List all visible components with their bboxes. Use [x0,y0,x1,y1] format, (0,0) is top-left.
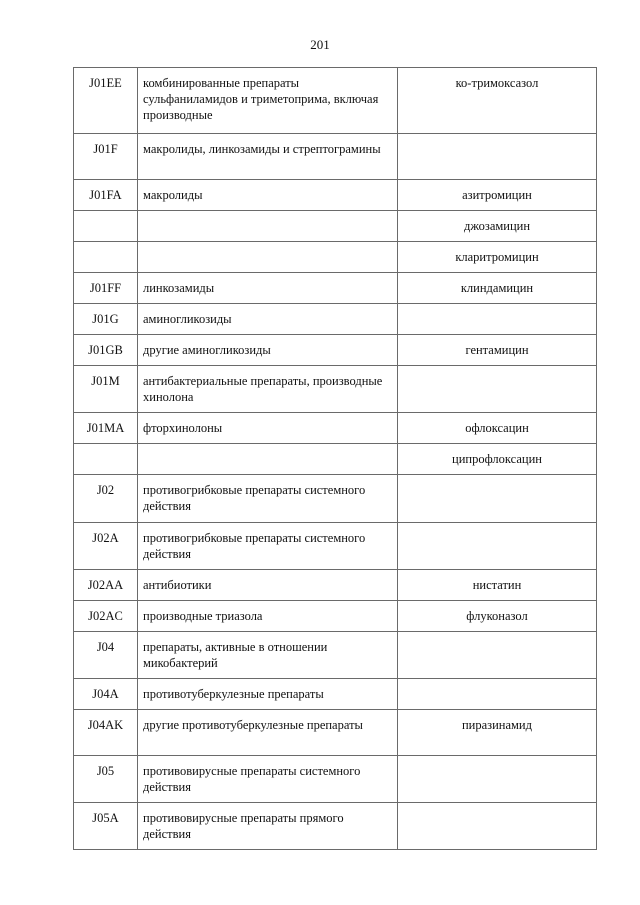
atc-code-cell: J04AK [74,710,138,756]
atc-code-cell: J01G [74,304,138,335]
drug-name-cell [398,679,597,710]
atc-code-cell: J04 [74,632,138,679]
page-number: 201 [310,37,330,52]
drug-name-cell: флуконазол [398,601,597,632]
group-name-cell: комбинированные препараты сульфаниламидов и триметоприма, включая производные [138,68,398,134]
group-name-cell: производные триазола [138,601,398,632]
table-row [74,803,597,850]
atc-code-cell [74,211,138,242]
table-row [74,304,597,335]
drug-name-cell [398,756,597,803]
drug-classification-table [73,67,597,850]
drug-name-cell: азитромицин [398,180,597,211]
table-row [74,475,597,523]
table-row [74,679,597,710]
table-row [74,335,597,366]
atc-code-cell: J01M [74,366,138,413]
group-name-cell: линкозамиды [138,273,398,304]
table-row [74,366,597,413]
atc-code-cell: J02A [74,523,138,570]
drug-name-cell: клиндамицин [398,273,597,304]
group-name-cell: препараты, активные в отношении микобактерий [138,632,398,679]
group-name-cell [138,242,398,273]
atc-code-cell: J02AA [74,570,138,601]
group-name-cell: другие противотуберкулезные препараты [138,710,398,756]
atc-code-cell: J01MA [74,413,138,444]
drug-name-cell: нистатин [398,570,597,601]
table-row [74,444,597,475]
table-row [74,413,597,444]
atc-code-cell: J01F [74,134,138,180]
table-body [74,68,597,850]
atc-code-cell: J01EE [74,68,138,134]
drug-name-cell: кларитромицин [398,242,597,273]
drug-name-cell: ципрофлоксацин [398,444,597,475]
group-name-cell: аминогликозиды [138,304,398,335]
drug-name-cell: офлоксацин [398,413,597,444]
table-row [74,68,597,134]
atc-code-cell: J01FA [74,180,138,211]
drug-name-cell [398,134,597,180]
atc-code-cell [74,242,138,273]
group-name-cell: антибиотики [138,570,398,601]
table-row [74,180,597,211]
atc-code-cell: J01GB [74,335,138,366]
group-name-cell: другие аминогликозиды [138,335,398,366]
table-row [74,570,597,601]
drug-name-cell: ко-тримоксазол [398,68,597,134]
group-name-cell: противогрибковые препараты системного действия [138,523,398,570]
atc-code-cell: J01FF [74,273,138,304]
drug-name-cell [398,475,597,523]
table-row [74,601,597,632]
drug-name-cell [398,632,597,679]
group-name-cell: противовирусные препараты системного действия [138,756,398,803]
group-name-cell: макролиды [138,180,398,211]
drug-name-cell [398,304,597,335]
table-row [74,632,597,679]
group-name-cell: противотуберкулезные препараты [138,679,398,710]
atc-code-cell: J02AC [74,601,138,632]
table-row [74,211,597,242]
group-name-cell: противогрибковые препараты системного действия [138,475,398,523]
drug-name-cell [398,523,597,570]
table-row [74,242,597,273]
table-row [74,756,597,803]
drug-name-cell [398,366,597,413]
atc-code-cell: J02 [74,475,138,523]
group-name-cell: антибактериальные препараты, производные хинолона [138,366,398,413]
group-name-cell [138,211,398,242]
drug-name-cell [398,803,597,850]
group-name-cell [138,444,398,475]
group-name-cell: макролиды, линкозамиды и стрептограмины [138,134,398,180]
atc-code-cell: J04A [74,679,138,710]
drug-name-cell: джозамицин [398,211,597,242]
group-name-cell: фторхинолоны [138,413,398,444]
atc-code-cell: J05A [74,803,138,850]
table-row [74,523,597,570]
atc-code-cell: J05 [74,756,138,803]
table-row [74,273,597,304]
drug-name-cell: пиразинамид [398,710,597,756]
drug-name-cell: гентамицин [398,335,597,366]
group-name-cell: противовирусные препараты прямого действия [138,803,398,850]
atc-code-cell [74,444,138,475]
table-row [74,134,597,180]
table-row [74,710,597,756]
